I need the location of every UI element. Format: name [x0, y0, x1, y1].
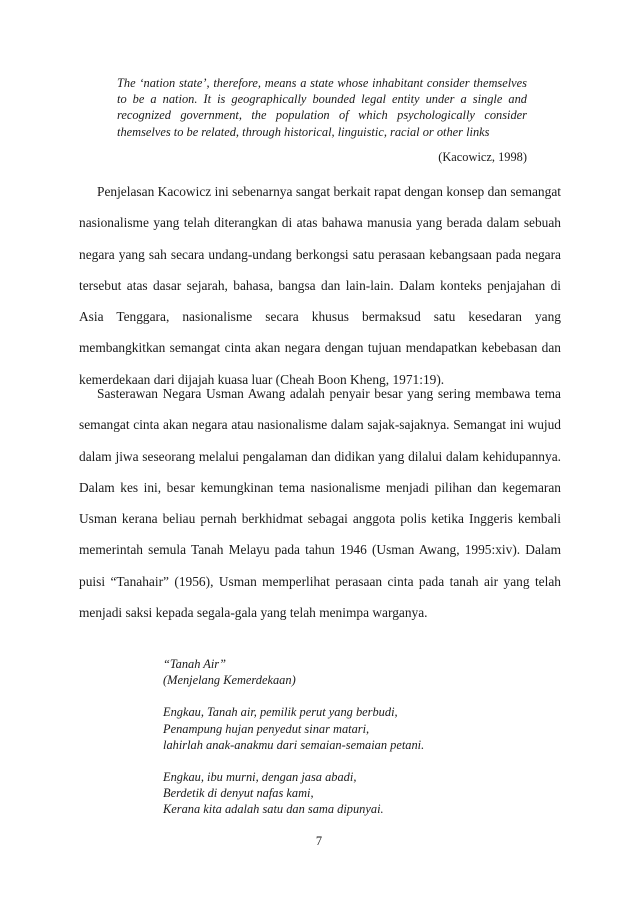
paragraph-text: Sasterawan Negara Usman Awang adalah penyair besar yang sering membawa tema semangat cinta akan negara atau nasionalisme dalam sajak-sajaknya. Semangat ini wujud dalam jiwa seseorang melalui pengalaman dan didikan yang dilalui dalam kehidupannya. Dalam kes ini, besar kemungkinan tema nasionalisme menjadi pilihan dan kegemaran Usman kerana beliau pernah berkhidmat sebagai anggota polis ketika Inggeris kembali memerintah semula Tanah Melayu pada tahun 1946 (Usman Awang, 1995:xiv). Dalam puisi “Tanahair” (1956), Usman memperlihat perasaan cinta pada tanah air yang telah menjadi saksi kepada segala-gala yang telah menimpa warganya.: [79, 386, 561, 621]
poem-stanza: [163, 704, 424, 753]
quote-citation: (Kacowicz, 1998): [438, 150, 527, 164]
poem-line: Berdetik di denyut nafas kami,: [163, 786, 314, 801]
poem-line: Penampung hujan penyedut sinar matari,: [163, 721, 370, 736]
page-number: 7: [315, 834, 323, 848]
paragraph-text: Penjelasan Kacowicz ini sebenarnya sangat berkait rapat dengan konsep dan semangat nasionalisme yang telah diterangkan di atas bahawa manusia yang berada dalam sebuah negara yang sah secara undang-undang berkongsi satu perasaan kebangsaan pada negara tersebut atas dasar sejarah, bahasa, bangsa dan lain-lain. Dalam konteks penjajahan di Asia Tenggara, nasionalisme secara khusus bermaksud satu kesedaran yang membangkitkan semangat cinta akan negara dengan tujuan mendapatkan kebebasan dan kemerdekaan dari dijajah kuasa luar (Cheah Boon Kheng, 1971:19).: [79, 184, 561, 387]
block-quote: The ‘nation state’, therefore, means a state whose inhabitant consider themselves to be a nation. It is geographically bounded legal entity under a single and recognized government, the population of which psychologically consider themselves to be related, through historical, linguistic, racial or other links: [117, 76, 527, 139]
poem-subtitle: (Menjelang Kemerdekaan): [163, 673, 296, 688]
poem-line: Kerana kita adalah satu dan sama dipunyai.: [163, 802, 384, 817]
poem-stanza: [163, 769, 424, 818]
poem-line: lahirlah anak-anakmu dari semaian-semaian petani.: [163, 737, 425, 752]
poem-title: “Tanah Air”: [163, 657, 227, 671]
paragraph: [79, 176, 561, 395]
poem: [163, 656, 424, 818]
poem-line: Engkau, ibu murni, dengan jasa abadi,: [163, 770, 357, 785]
paragraph: [79, 378, 561, 628]
poem-line: Engkau, Tanah air, pemilik perut yang berbudi,: [163, 705, 398, 720]
